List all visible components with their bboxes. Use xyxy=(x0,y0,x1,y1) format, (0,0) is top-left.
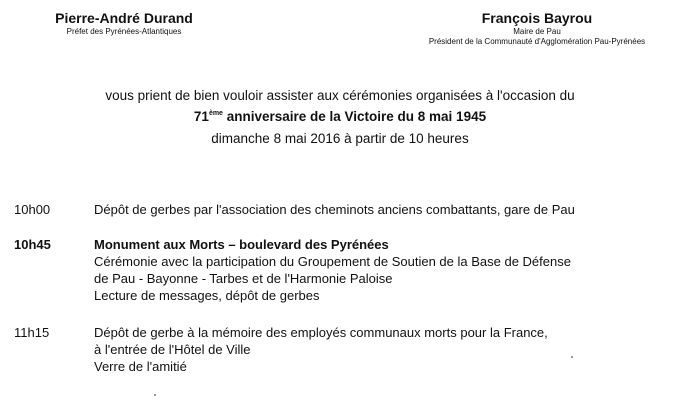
signatory-title: Préfet des Pyrénées-Atlantiques xyxy=(66,27,182,36)
entry-line: Dépôt de gerbe à la mémoire des employés communaux morts pour la France, xyxy=(94,325,548,340)
scan-speck xyxy=(571,356,573,358)
ordinal-number: 71 xyxy=(193,109,209,124)
entry-description xyxy=(94,236,674,304)
entry-time: 11h15 xyxy=(14,325,50,340)
signatory-name: Pierre-André Durand xyxy=(55,10,193,26)
entry-description xyxy=(94,324,674,375)
scan-speck xyxy=(154,394,156,396)
entry-line: Cérémonie avec la participation du Groupement de Soutien de la Base de Défense xyxy=(94,254,571,269)
entry-line: de Pau - Bayonne - Tarbes et de l'Harmonie Paloise xyxy=(94,271,393,286)
entry-heading: Monument aux Morts – boulevard des Pyrénées xyxy=(94,237,389,252)
entry-line: Dépôt de gerbes par l'association des cheminots anciens combattants, gare de Pau xyxy=(94,202,575,217)
signatory-title: Maire de Pau xyxy=(513,27,561,36)
entry-line: à l'entrée de l'Hôtel de Ville xyxy=(94,342,251,357)
signatory-name: François Bayrou xyxy=(481,10,593,26)
invitation-text: vous prient de bien vouloir assister aux cérémonies organisées à l'occasion du xyxy=(105,88,575,103)
entry-line: Lecture de messages, dépôt de gerbes xyxy=(94,288,320,303)
entry-time: 10h45 xyxy=(14,237,51,252)
signatory-title: Président de la Communauté d'Agglomération Pau-Pyrénées xyxy=(428,37,646,46)
ordinal-suffix: ème xyxy=(208,110,223,117)
event-title-text: anniversaire de la Victoire du 8 mai 1945 xyxy=(222,109,487,124)
entry-line: Verre de l'amitié xyxy=(94,359,187,374)
entry-time: 10h00 xyxy=(14,202,51,217)
event-date: dimanche 8 mai 2016 à partir de 10 heures xyxy=(211,131,469,146)
entry-description xyxy=(94,201,674,218)
